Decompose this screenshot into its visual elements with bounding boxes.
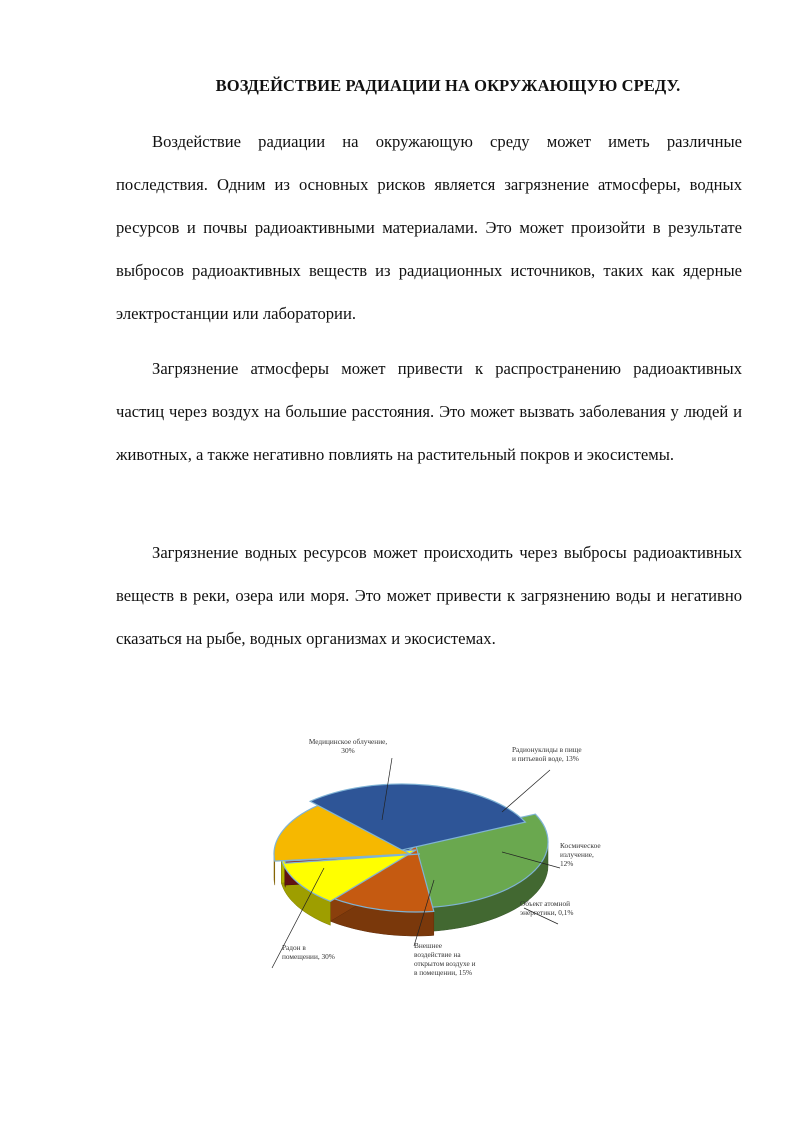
pie-label-line: энергетики, 0,1%: [520, 908, 574, 917]
pie-label-line: Объект атомной: [520, 899, 571, 908]
paragraph-2: Загрязнение атмосферы может привести к распространению радиоактивных частиц через воздух на большие расстояния. Это может вызвать заболевания у людей и животных, а также негативно повлиять на растительный покров и экосистемы.: [116, 359, 742, 464]
pie-leader-line-1: [502, 770, 550, 812]
radiation-sources-pie-chart: [262, 730, 614, 990]
pie-label-line: Радионуклиды в пище: [512, 745, 582, 754]
pie-label-line: Внешнее: [414, 941, 443, 950]
pie-label-1: [512, 745, 582, 763]
pie-label-line: в помещении, 15%: [414, 968, 473, 977]
pie-label-line: помещении, 30%: [282, 952, 335, 961]
pie-label-line: излучение,: [560, 850, 594, 859]
paragraph-3: Загрязнение водных ресурсов может происходить через выбросы радиоактивных веществ в реки, озера или моря. Это может привести к загрязнению воды и негативно сказаться на рыбе, водных организмах и экосистемах.: [116, 543, 742, 648]
pie-label-line: 30%: [341, 746, 355, 755]
pie-label-3: [520, 899, 573, 917]
paragraph-1: Воздействие радиации на окружающую среду может иметь различные последствия. Одним из основных рисков является загрязнение атмосферы, водных ресурсов и почвы радиоактивными материалами. Это может произойти в результате выбросов радиоактивных веществ из радиационных источников, таких как ядерные электростанции или лаборатории.: [116, 132, 742, 323]
pie-label-0: [309, 737, 388, 755]
pie-label-line: Медицинское облучение,: [308, 737, 388, 746]
pie-label-line: 12%: [560, 859, 574, 868]
pie-label-line: Радон в: [282, 943, 306, 952]
pie-label-4: [414, 941, 476, 977]
pie-label-line: воздействие на: [414, 950, 461, 959]
pie-label-line: Космическое: [560, 841, 601, 850]
pie-label-line: и питьевой воде, 13%: [512, 754, 579, 763]
pie-label-2: [560, 841, 601, 868]
pie-label-line: открытом воздухе и: [414, 959, 476, 968]
pie-label-5: [282, 943, 335, 961]
page-title: ВОЗДЕЙСТВИЕ РАДИАЦИИ НА ОКРУЖАЮЩУЮ СРЕДУ.: [215, 76, 681, 95]
